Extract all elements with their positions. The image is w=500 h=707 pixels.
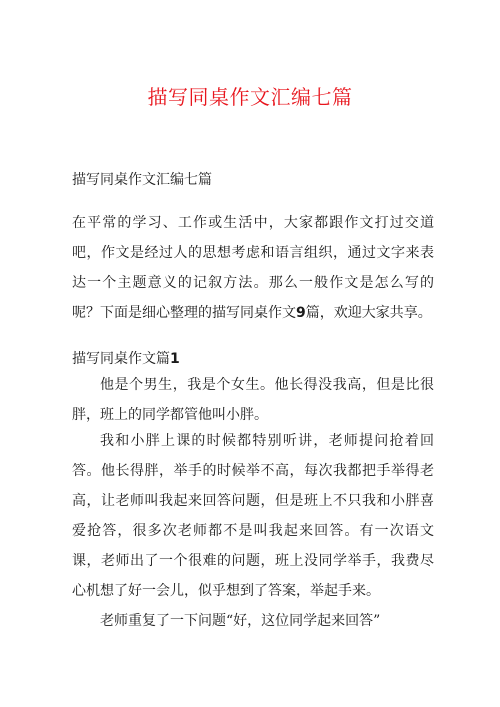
document-subtitle: 描写同桌作文汇编七篇 [72,172,212,188]
body-paragraph: 老师重复了一下问题“好，这位同学起来回答” [100,613,381,629]
document-title: 描写同桌作文汇编七篇 [147,85,353,109]
intro-paragraph: 在平常的学习、工作或生活中，大家都跟作文打过交道吧，作文是经过人的思想考虑和语言组织，通过文字来表达一个主题意义的记叙方法。那么一般作文是怎么写的呢？下面是细心整理的描写同桌作文9篇，欢迎大家共享。 [72,215,434,321]
body-paragraph: 他是个男生，我是个女生。他长得没我高，但是比很胖，班上的同学都管他叫小胖。 [72,377,434,423]
body-paragraph: 我和小胖上课的时候都特别听讲，老师提问抢着回答。他长得胖，举手的时候举不高，每次我都把手举得老高，让老师叫我起来回答问题，但是班上不只我和小胖喜爱抢答，很多次老师都不是叫我起来回答。有一次语文课，老师出了一个很难的问题，班上没同学举手，我费尽心机想了好一会儿，似乎想到了答案，举起手来。 [72,433,434,599]
section-heading: 描写同桌作文篇1 [72,351,180,367]
